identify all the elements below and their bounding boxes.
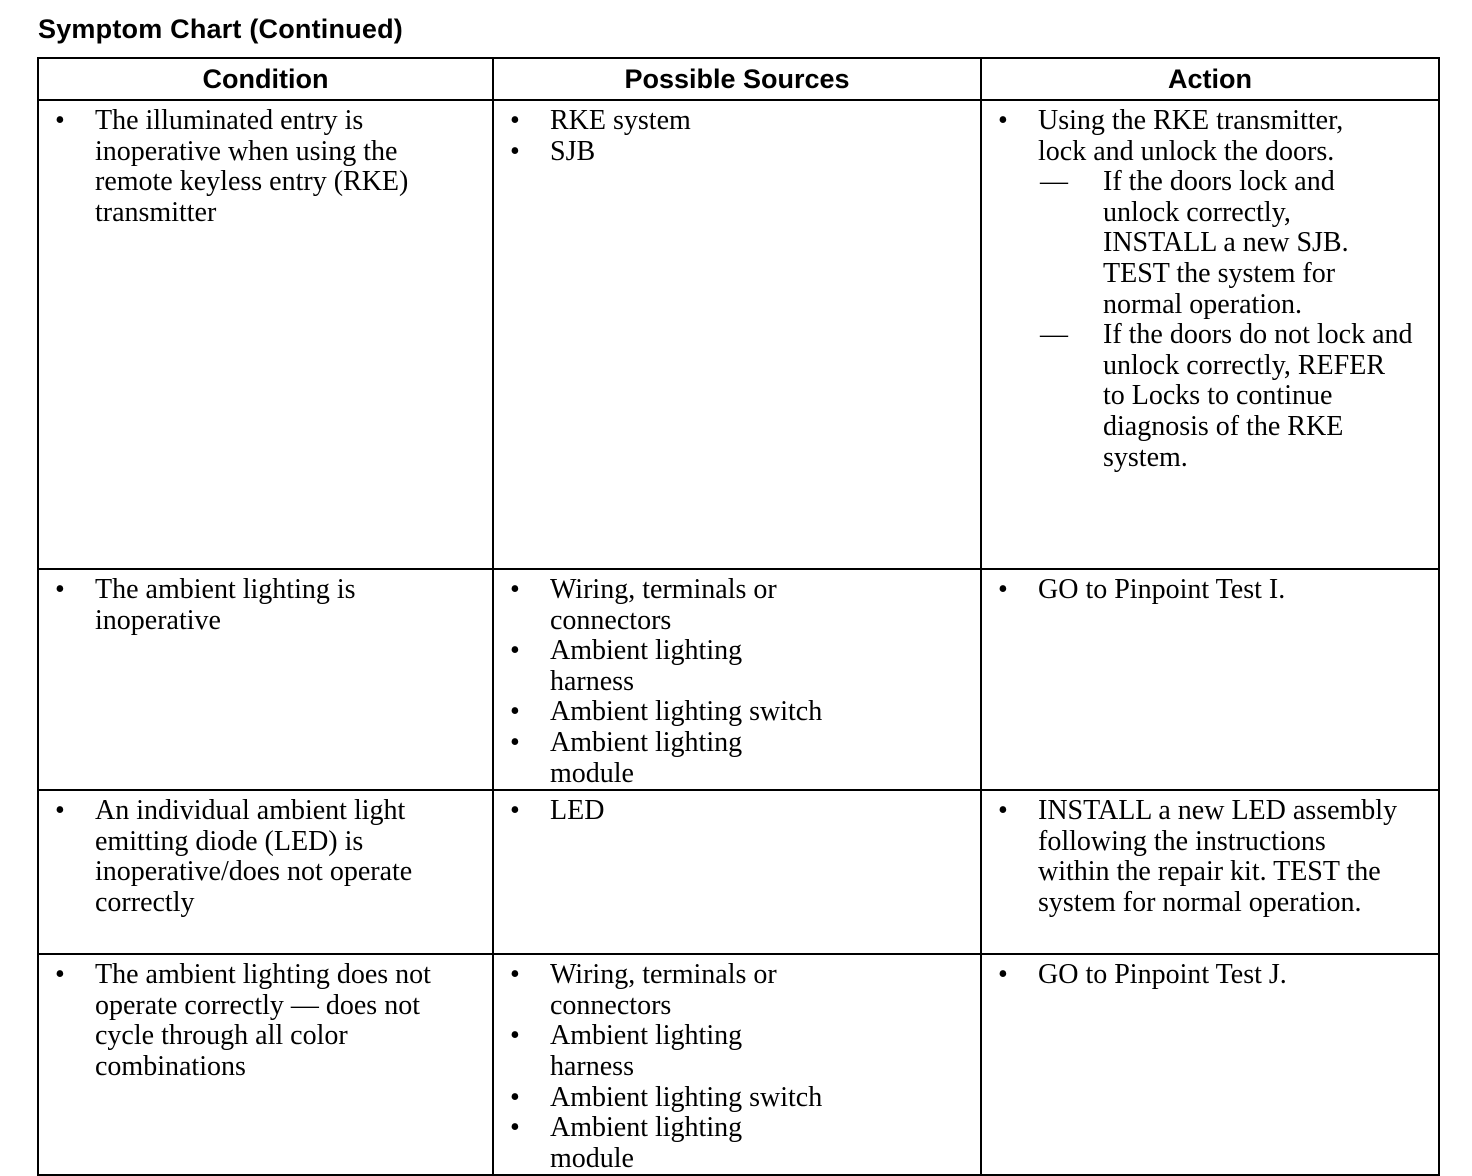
action-cell [981, 100, 1439, 569]
action-cell [981, 954, 1439, 1175]
chart-title: Symptom Chart (Continued) [38, 14, 403, 44]
condition-text: • The ambient lighting does not operate correctly — does not cycle through all color combinations [39, 960, 479, 1082]
source-item: • Wiring, terminals or connectors [494, 575, 824, 636]
header-action: Action [981, 58, 1439, 100]
action-item [982, 106, 1438, 473]
table-row [38, 100, 1439, 569]
condition-cell [38, 100, 493, 569]
source-item: • LED [494, 796, 980, 827]
sources-cell [493, 569, 981, 790]
condition-text: • The ambient lighting is inoperative [39, 575, 384, 636]
source-item: • Wiring, terminals or connectors [494, 960, 824, 1021]
action-sub-item: — If the doors do not lock and unlock correctly, REFER to Locks to continue diagnosis of the RKE system. [1038, 320, 1413, 473]
sources-cell [493, 790, 981, 954]
action-cell [981, 569, 1439, 790]
sources-cell [493, 100, 981, 569]
table-row [38, 569, 1439, 790]
source-item: • Ambient lighting switch [494, 1083, 824, 1114]
source-item: • Ambient lighting switch [494, 697, 824, 728]
table-row [38, 790, 1439, 954]
source-item: • RKE system [494, 106, 980, 137]
action-text: • Using the RKE transmitter, lock and unlock the doors. [1038, 105, 1344, 167]
action-text: • INSTALL a new LED assembly following the instructions within the repair kit. TEST the system for normal operation. [982, 796, 1402, 918]
header-possible-sources: Possible Sources [493, 58, 981, 100]
sources-cell [493, 954, 981, 1175]
action-sub-item: — If the doors lock and unlock correctly, INSTALL a new SJB. TEST the system for normal operation. [1038, 167, 1393, 320]
condition-cell [38, 790, 493, 954]
source-item: • Ambient lighting harness [494, 636, 824, 697]
symptom-table [37, 57, 1440, 1176]
action-text: • GO to Pinpoint Test J. [982, 960, 1438, 991]
source-item: • Ambient lighting module [494, 728, 824, 789]
table-row [38, 954, 1439, 1175]
condition-cell [38, 569, 493, 790]
condition-text: • The illuminated entry is inoperative when using the remote keyless entry (RKE) transmitter [39, 106, 414, 228]
action-cell [981, 790, 1439, 954]
header-condition: Condition [38, 58, 493, 100]
condition-text: • An individual ambient light emitting diode (LED) is inoperative/does not operate correctly [39, 796, 439, 918]
action-text: • GO to Pinpoint Test I. [982, 575, 1438, 606]
condition-cell [38, 954, 493, 1175]
source-item: • Ambient lighting module [494, 1113, 824, 1174]
header-row [38, 58, 1439, 100]
source-item: • SJB [494, 137, 980, 168]
source-item: • Ambient lighting harness [494, 1021, 824, 1082]
